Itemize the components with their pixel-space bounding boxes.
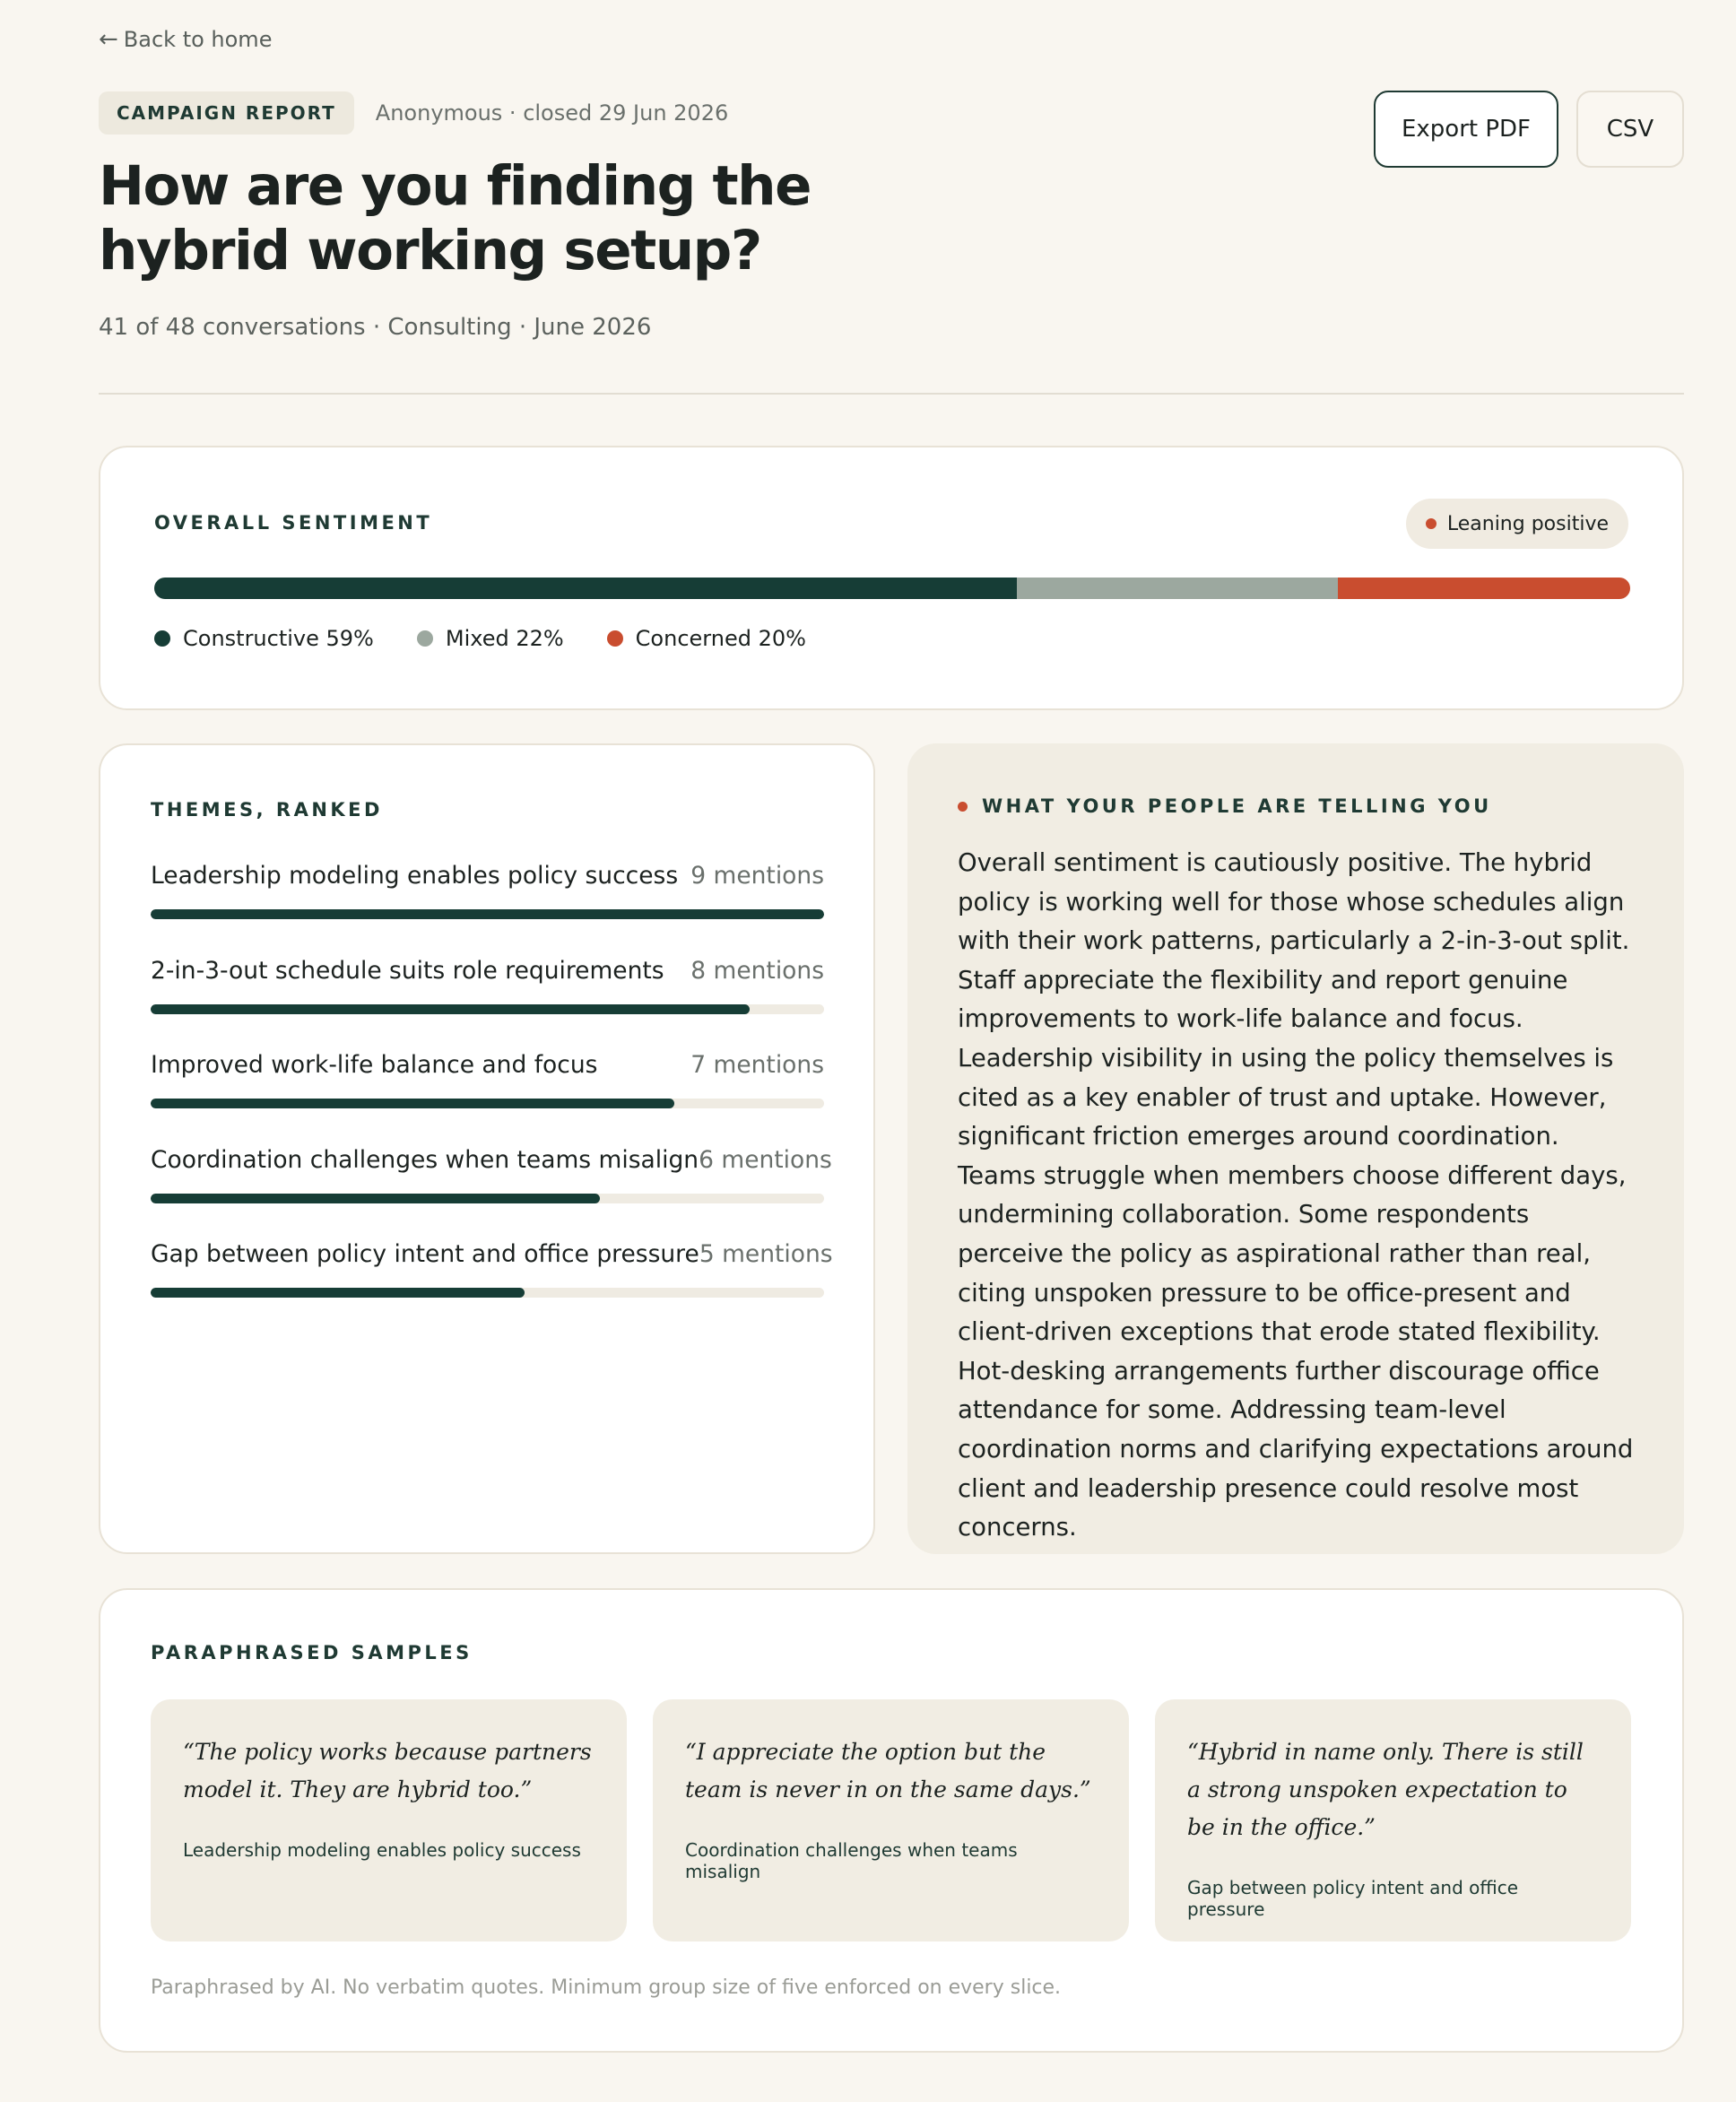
theme-bar-fill [151, 1288, 525, 1298]
sample-quote-theme: Gap between policy intent and office pressure [1187, 1877, 1518, 1920]
legend-item-constructive [154, 626, 374, 651]
paraphrased-samples-card [99, 1588, 1684, 2053]
sentiment-bar [154, 578, 1630, 599]
themes-ranked-card [99, 743, 875, 1554]
campaign-report-tag: CAMPAIGN REPORT [99, 91, 354, 135]
theme-row-header [151, 862, 824, 890]
theme-row [151, 1051, 824, 1146]
sentiment-legend [154, 626, 806, 651]
sample-quote-card [151, 1699, 627, 1941]
theme-row-header [151, 1240, 833, 1268]
export-pdf-button[interactable]: Export PDF [1374, 91, 1558, 168]
theme-bar-fill [151, 1004, 750, 1014]
sample-quote-card [653, 1699, 1129, 1941]
csv-button[interactable]: CSV [1576, 91, 1684, 168]
theme-bar-fill [151, 909, 824, 919]
legend-label: Constructive 59% [183, 626, 374, 651]
theme-row-header [151, 1145, 832, 1174]
legend-dot-icon [417, 630, 433, 647]
theme-mentions: 5 mentions [699, 1240, 833, 1268]
report-meta-text: Anonymous · closed 29 Jun 2026 [375, 100, 729, 126]
theme-bar-fill [151, 1194, 600, 1203]
samples-footnote: Paraphrased by AI. No verbatim quotes. Minimum group size of five enforced on every slice. [151, 1976, 1062, 1999]
legend-label: Mixed 22% [445, 626, 564, 651]
status-dot-icon [1426, 518, 1437, 529]
report-subline: 41 of 48 conversations · Consulting · June 2026 [99, 314, 652, 341]
theme-row [151, 957, 824, 1052]
summary-card [907, 743, 1684, 1554]
header-divider [99, 393, 1684, 395]
theme-name: Coordination challenges when teams misalign [151, 1145, 699, 1174]
theme-bar-track [151, 1004, 824, 1014]
summary-label: WHAT YOUR PEOPLE ARE TELLING YOU [982, 795, 1492, 817]
report-meta [99, 91, 728, 135]
legend-dot-icon [607, 630, 623, 647]
theme-mentions: 7 mentions [690, 1051, 824, 1079]
theme-mentions: 9 mentions [690, 862, 824, 890]
theme-row [151, 862, 824, 957]
page-title: How are you finding the hybrid working setup? [99, 154, 811, 282]
sample-quote-text: “I appreciate the option but the team is never in on the same days.” [685, 1739, 1091, 1802]
theme-bar-track [151, 1194, 824, 1203]
back-to-home-link[interactable] [99, 27, 272, 52]
theme-bar-fill [151, 1099, 674, 1108]
theme-name: Gap between policy intent and office pressure [151, 1240, 699, 1268]
bullet-dot-icon [958, 802, 968, 812]
report-actions [1374, 91, 1684, 168]
legend-dot-icon [154, 630, 170, 647]
sample-quote-text: “Hybrid in name only. There is still a strong unspoken expectation to be in the office.” [1187, 1739, 1584, 1840]
theme-row [151, 1240, 833, 1335]
theme-mentions: 6 mentions [699, 1145, 832, 1174]
sentiment-badge [1406, 499, 1628, 549]
theme-row [151, 1145, 832, 1241]
theme-row-header [151, 1051, 824, 1079]
theme-mentions: 8 mentions [690, 956, 824, 985]
sample-quote-text: “The policy works because partners model it. They are hybrid too.” [183, 1739, 592, 1802]
theme-list [151, 862, 833, 1335]
sample-quote-theme: Coordination challenges when teams misalign [685, 1839, 1018, 1882]
legend-label: Concerned 20% [635, 626, 806, 651]
sentiment-label: OVERALL SENTIMENT [154, 512, 433, 534]
sample-quote-theme: Leadership modeling enables policy success [183, 1839, 581, 1861]
sentiment-segment-constructive [154, 578, 1017, 599]
legend-item-concerned [607, 626, 806, 651]
theme-bar-track [151, 1099, 824, 1108]
sample-quote-card [1155, 1699, 1631, 1941]
theme-bar-track [151, 909, 824, 919]
legend-item-mixed [417, 626, 564, 651]
overall-sentiment-card [99, 446, 1684, 710]
back-link-label: Back to home [123, 27, 273, 52]
summary-heading [958, 795, 1492, 817]
summary-text: Overall sentiment is cautiously positive. The hybrid policy is working well for those whose schedules align with their work patterns, particularly a 2-in-3-out split. Staff appreciate the flexibility and report genuine improvements to work-life balance and focus. Leadership visibility in using the policy themselves is cited as a key enabler of trust and uptake. However, significant friction emerges around coordination. Teams struggle when members choose different days, undermining collaboration. Some respondents perceive the policy as aspirational rather than real, citing unspoken pressure to be office-present and client-driven exceptions that erode stated flexibility. Hot-desking arrangements further discourage office attendance for some. Addressing team-level coordination norms and clarifying expectations around client and leadership presence could resolve most concerns. [958, 848, 1634, 1542]
theme-bar-track [151, 1288, 824, 1298]
theme-name: 2-in-3-out schedule suits role requirements [151, 956, 664, 985]
theme-name: Leadership modeling enables policy success [151, 862, 679, 890]
sentiment-badge-label: Leaning positive [1446, 512, 1609, 535]
samples-label: PARAPHRASED SAMPLES [151, 1642, 473, 1663]
theme-name: Improved work-life balance and focus [151, 1051, 598, 1079]
themes-label: THEMES, RANKED [151, 799, 383, 821]
sentiment-segment-concerned [1338, 578, 1630, 599]
sample-quotes [151, 1699, 1631, 1941]
sentiment-segment-mixed [1017, 578, 1339, 599]
theme-row-header [151, 957, 824, 985]
arrow-left-icon: ← [99, 26, 118, 53]
